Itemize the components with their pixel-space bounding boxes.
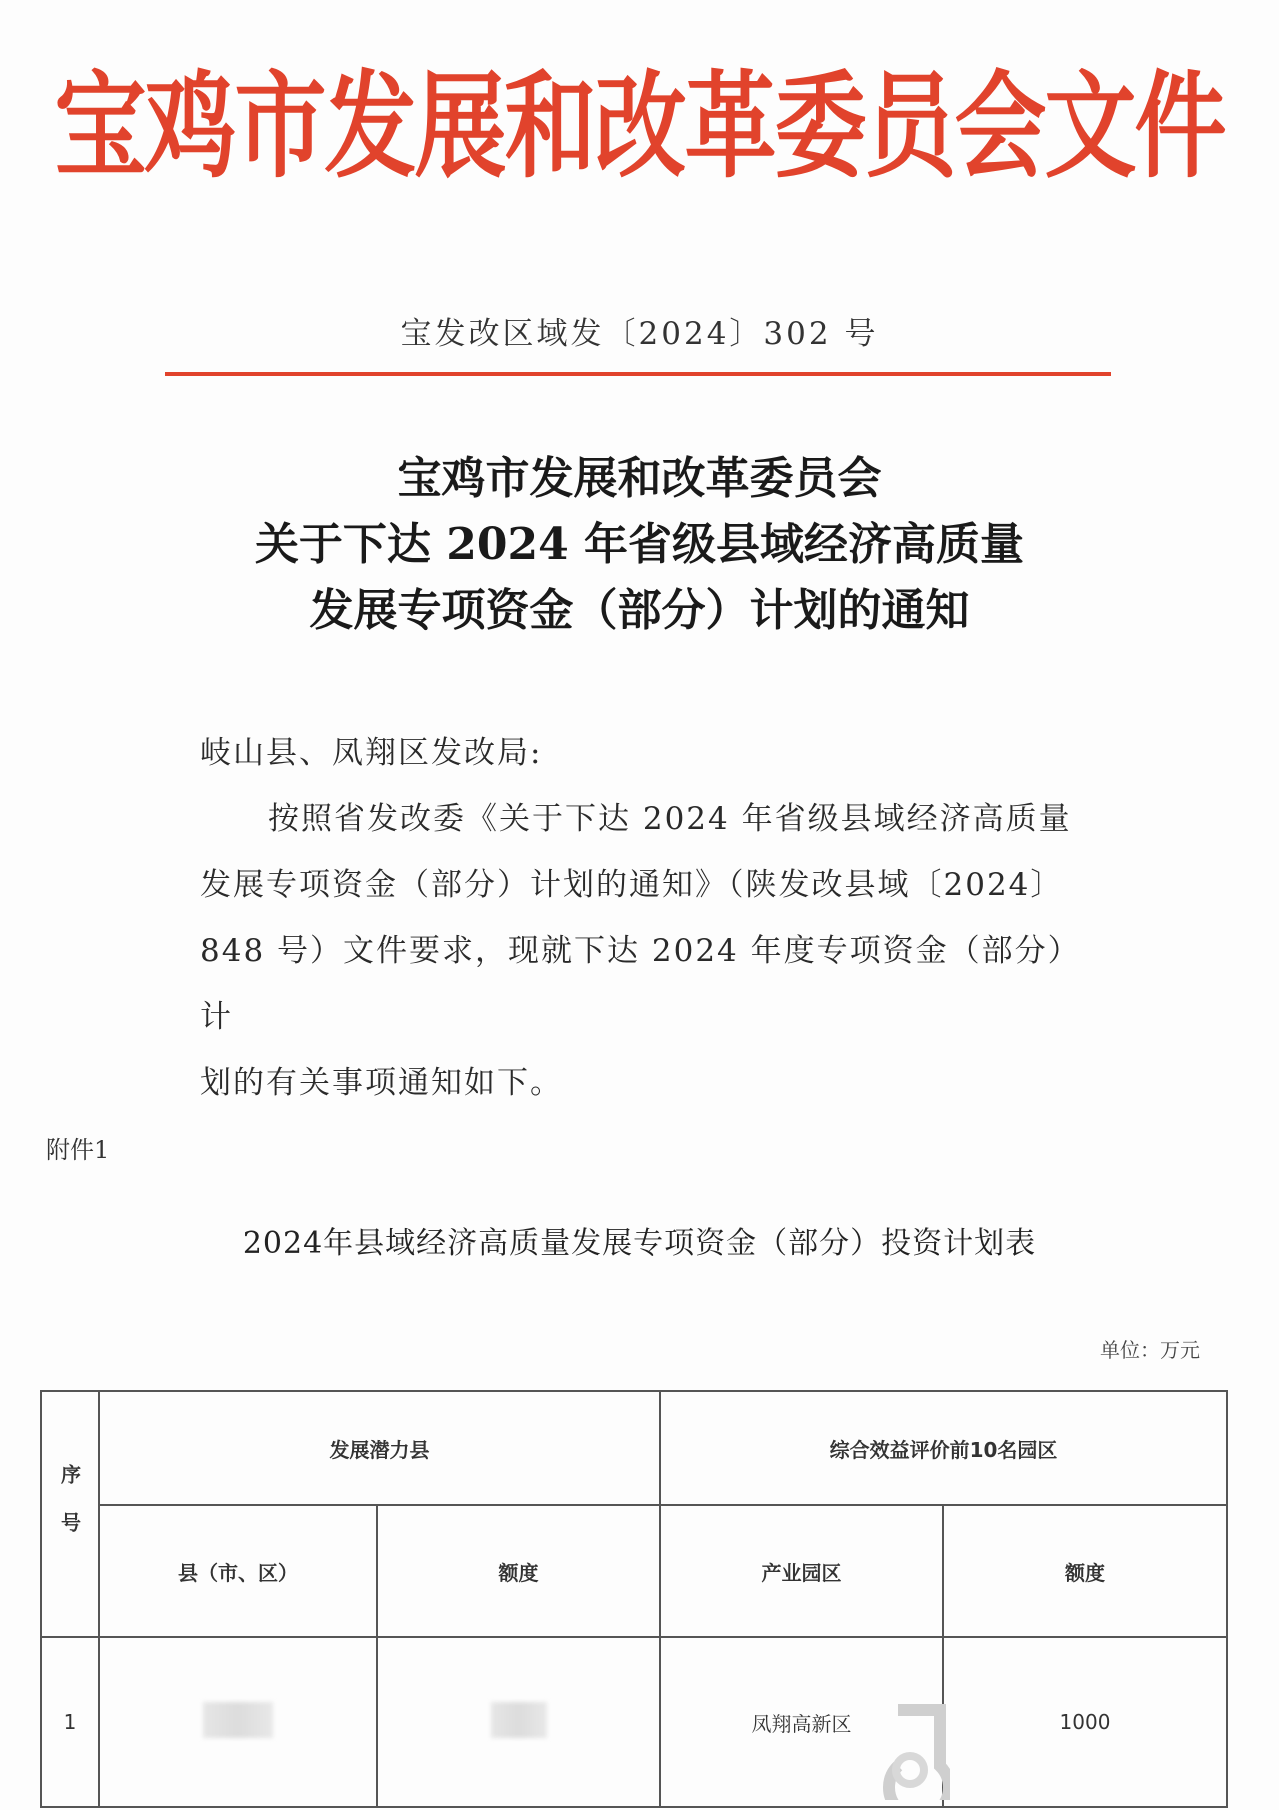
document-number: 宝发改区域发〔2024〕302 号: [400, 316, 879, 352]
seq-header: 序号: [41, 1391, 99, 1637]
issuer-title: 宝鸡市发展和改革委员会文件: [54, 59, 1225, 194]
notice-title-line: 关于下达 2024 年省级县域经济高质量: [254, 519, 1025, 570]
group-header-top-parks: 综合效益评价前10名园区: [660, 1391, 1227, 1505]
redaction-blur: [491, 1702, 547, 1738]
investment-plan-table: [40, 1390, 1228, 1808]
red-divider: [165, 372, 1111, 376]
table-row: [41, 1637, 1227, 1807]
row-seq: 1: [41, 1637, 99, 1807]
row-park: 凤翔高新区: [660, 1637, 943, 1807]
row-amount-a-redacted: [377, 1637, 660, 1807]
recipients: 岐山县、凤翔区发改局:: [200, 735, 543, 771]
body-line: 按照省发改委《关于下达 2024 年省级县域经济高质量: [268, 801, 1072, 837]
body-line: 848 号）文件要求，现就下达 2024 年度专项资金（部分）计: [200, 933, 1081, 1035]
amount-header-b: 额度: [943, 1505, 1227, 1637]
attachment-label: 附件1: [46, 1136, 110, 1164]
group-header-potential-counties: 发展潜力县: [99, 1391, 660, 1505]
county-header: 县（市、区）: [99, 1505, 377, 1637]
row-county-redacted: [99, 1637, 377, 1807]
notice-title-line: 宝鸡市发展和改革委员会: [397, 453, 882, 504]
watermark-logo-icon: [870, 1700, 950, 1800]
body-line: 划的有关事项通知如下。: [200, 1065, 563, 1101]
body-line: 发展专项资金（部分）计划的通知》（陕发改县域〔2024〕: [200, 867, 1064, 903]
notice-title-line: 发展专项资金（部分）计划的通知: [309, 585, 970, 636]
amount-header-a: 额度: [377, 1505, 660, 1637]
unit-label: 单位：万元: [1100, 1338, 1200, 1362]
row-amount-b: 1000: [943, 1637, 1227, 1807]
notice-title: [0, 446, 1279, 644]
redaction-blur: [203, 1702, 273, 1738]
park-header: 产业园区: [660, 1505, 943, 1637]
table-title: 2024年县域经济高质量发展专项资金（部分）投资计划表: [242, 1226, 1037, 1261]
notice-body: [200, 720, 1100, 1116]
